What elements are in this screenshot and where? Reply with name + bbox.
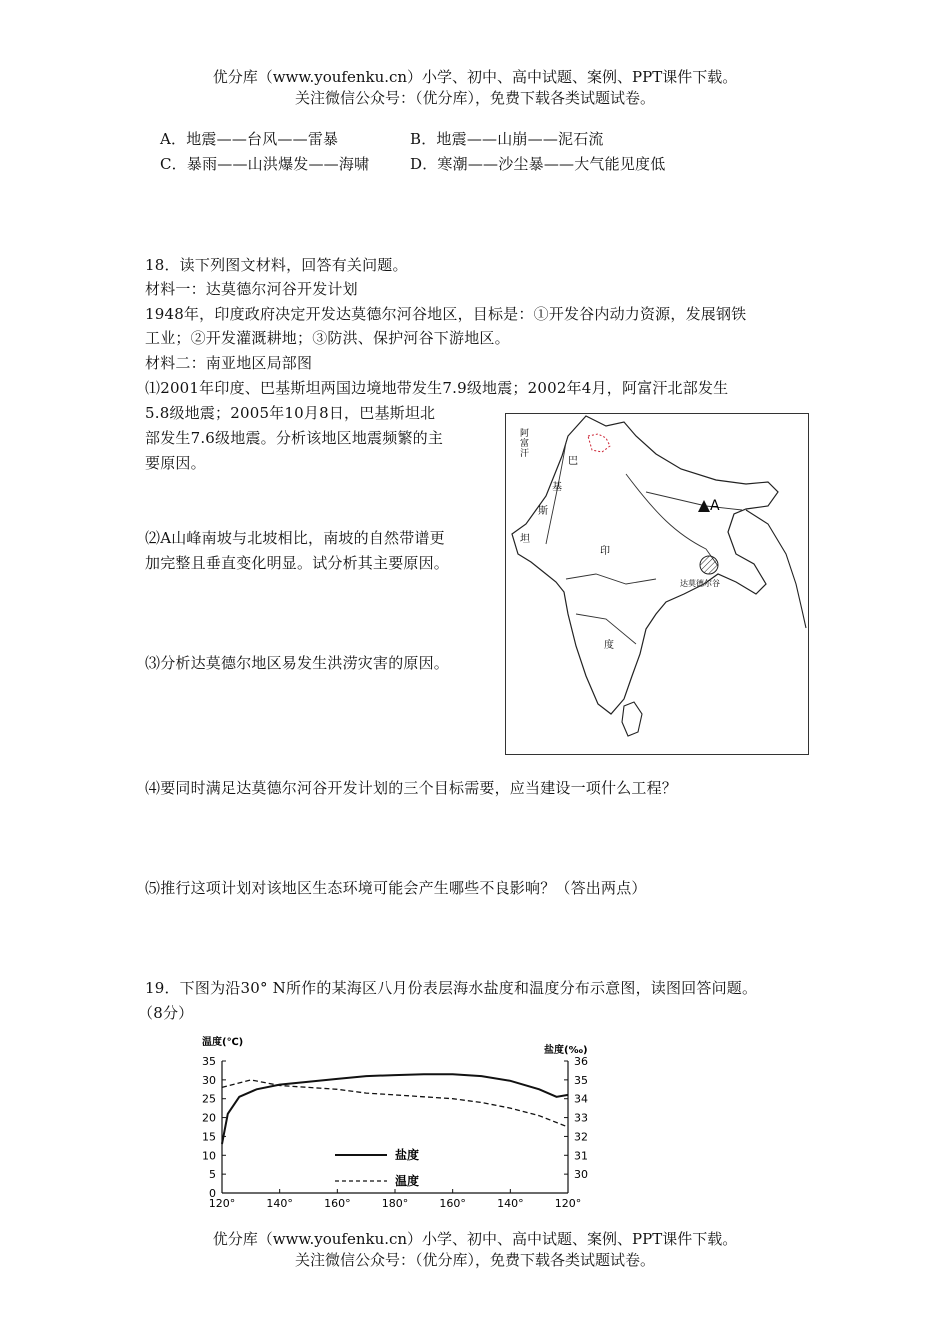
kashmir-border (588, 434, 610, 452)
x-tick-label: 160° (324, 1197, 351, 1210)
q18-part1-line4: 要原因。 (145, 454, 206, 472)
footer-line-1: 优分库（www.youfenku.cn）小学、初中、高中试题、案例、PPT课件下载。 (212, 1230, 738, 1248)
south-asia-map (505, 413, 809, 755)
y-left-tick-label: 20 (202, 1111, 216, 1125)
y-right-tick-label: 34 (574, 1092, 588, 1106)
map-label-peak-a: A (710, 498, 720, 514)
y-right-tick-label: 30 (574, 1168, 588, 1182)
x-tick-label: 140° (497, 1197, 524, 1210)
y-left-tick-label: 15 (202, 1130, 216, 1144)
map-label-pakistan-4: 坦 (520, 534, 530, 545)
option-c: C．暴雨——山洪爆发——海啸 (160, 155, 370, 173)
temperature-series-line (222, 1080, 568, 1127)
q18-part2-line2: 加完整且垂直变化明显。试分析其主要原因。 (145, 554, 450, 572)
q18-material2-title: 材料二：南亚地区局部图 (145, 354, 313, 372)
header-line-2: 关注微信公众号：（优分库），免费下载各类试题试卷。 (294, 89, 655, 107)
option-d: D．寒潮——沙尘暴——大气能见度低 (410, 155, 666, 173)
indus-river (546, 442, 566, 544)
legend-temperature-label: 温度 (395, 1174, 420, 1188)
x-tick-label: 160° (439, 1197, 466, 1210)
map-label-afghan-2: 富 (520, 439, 530, 449)
chart-svg (192, 1033, 602, 1213)
q18-part1-line3: 部发生7.6级地震。分析该地区地震频繁的主 (145, 429, 444, 447)
option-a: A．地震——台风——雷暴 (160, 130, 339, 148)
map-label-pakistan-2: 基 (552, 482, 562, 493)
y-right-tick-label: 35 (574, 1073, 588, 1087)
q18-part2-line1: ⑵A山峰南坡与北坡相比，南坡的自然带谱更 (145, 529, 445, 547)
y-left-tick-label: 35 (202, 1055, 216, 1068)
map-label-india-2: 度 (604, 640, 614, 651)
brahmaputra-river (646, 492, 742, 510)
map-label-pakistan-3: 斯 (538, 506, 548, 517)
footer-line-2: 关注微信公众号：（优分库），免费下载各类试题试卷。 (294, 1251, 655, 1269)
map-label-damodar-valley: 达莫德尔谷 (680, 579, 720, 588)
q18-title: 18．读下列图文材料，回答有关问题。 (145, 256, 408, 274)
y-left-tick-label: 30 (202, 1073, 216, 1087)
q18-material1-line1: 1948年，印度政府决定开发达莫德尔河谷地区，目标是：①开发谷内动力资源，发展钢铁 (145, 305, 747, 323)
india-outline (512, 416, 778, 714)
x-tick-label: 180° (381, 1197, 409, 1210)
y-right-tick-label: 36 (574, 1055, 588, 1068)
q19-line2: （8分） (138, 1004, 194, 1022)
q19-line1: 19．下图为沿30° N所作的某海区八月份表层海水盐度和温度分布示意图，读图回答问题。 (145, 979, 758, 997)
salinity-temperature-chart (192, 1033, 602, 1213)
map-label-pakistan-1: 巴 (568, 456, 578, 467)
chart-ylabel-right: 盐度(‰) (544, 1045, 588, 1056)
x-tick-label: 120° (208, 1197, 236, 1210)
y-left-tick-label: 0 (209, 1187, 216, 1200)
y-right-tick-label: 31 (574, 1149, 588, 1163)
sri-lanka-outline (622, 702, 642, 736)
myanmar-coast (746, 510, 806, 628)
ganges-river (626, 474, 718, 566)
q18-part1-line1: ⑴2001年印度、巴基斯坦两国边境地带发生7.9级地震；2002年4月，阿富汗北部发生 (145, 379, 729, 397)
q18-material1-title: 材料一：达莫德尔河谷开发计划 (145, 280, 358, 298)
y-left-tick-label: 10 (202, 1149, 216, 1163)
y-right-tick-label: 32 (574, 1130, 588, 1144)
q18-part5: ⑸推行这项计划对该地区生态环境可能会产生哪些不良影响？（答出两点） (145, 879, 647, 897)
y-left-tick-label: 25 (202, 1092, 216, 1106)
q18-part3: ⑶分析达莫德尔地区易发生洪涝灾害的原因。 (145, 654, 450, 672)
map-label-afghan-1: 阿 (520, 429, 530, 439)
chart-ylabel-left: 温度(℃) (202, 1037, 244, 1048)
y-right-tick-label: 33 (574, 1111, 588, 1125)
q18-material1-line2: 工业；②开发灌溉耕地；③防洪、保护河谷下游地区。 (145, 329, 510, 347)
q18-part1-line2: 5.8级地震；2005年10月8日，巴基斯坦北 (145, 404, 436, 422)
map-label-india-1: 印 (600, 546, 610, 557)
legend-salinity-label: 盐度 (395, 1148, 420, 1162)
option-b: B．地震——山崩——泥石流 (410, 130, 604, 148)
header-line-1: 优分库（www.youfenku.cn）小学、初中、高中试题、案例、PPT课件下载。 (212, 68, 738, 86)
q18-part4: ⑷要同时满足达莫德尔河谷开发计划的三个目标需要，应当建设一项什么工程？ (145, 779, 678, 797)
damodar-valley-marker (700, 556, 718, 574)
y-left-tick-label: 5 (209, 1168, 216, 1182)
map-label-afghan-3: 汗 (520, 449, 530, 459)
narmada-river (566, 574, 656, 584)
x-tick-label: 140° (266, 1197, 293, 1210)
x-tick-label: 120° (554, 1197, 582, 1210)
